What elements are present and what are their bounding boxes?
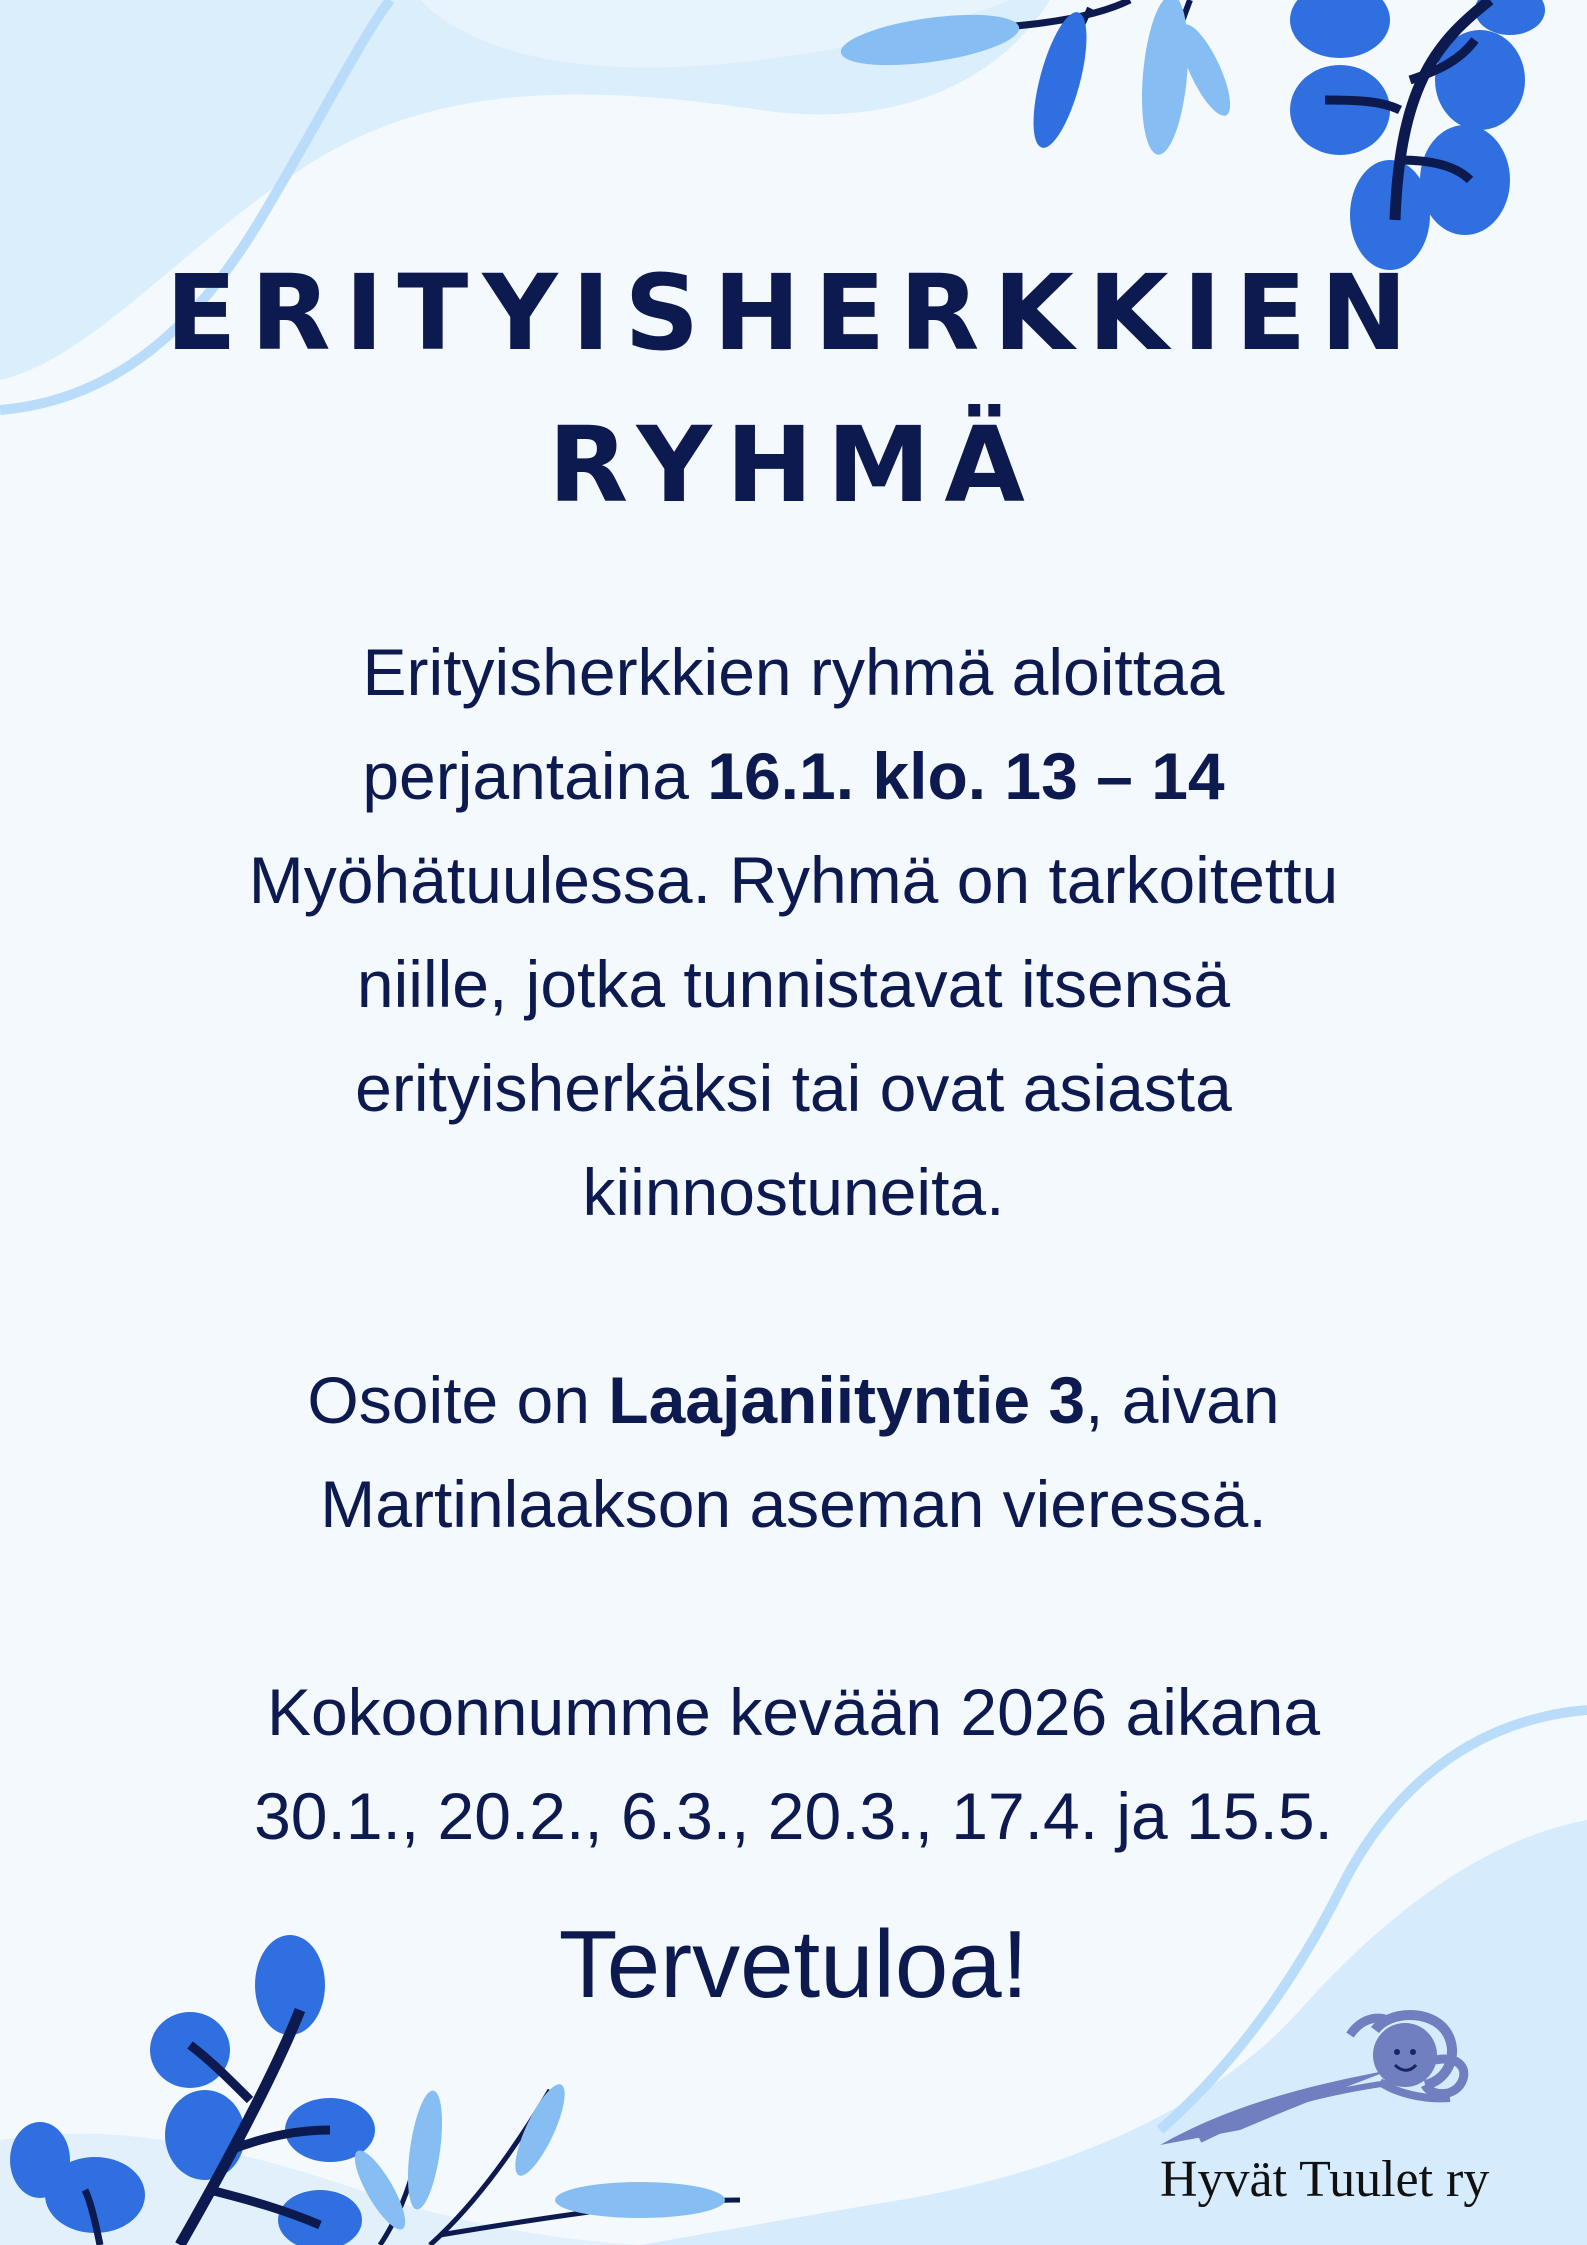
address-prefix: Osoite on	[307, 1363, 609, 1437]
address-line-1	[0, 1348, 1587, 1452]
top-right-leaves	[838, 0, 1545, 270]
intro-line-6: kiinnostuneita.	[582, 1155, 1005, 1229]
schedule-paragraph	[0, 1660, 1587, 1868]
intro-day: perjantaina	[362, 739, 708, 813]
page-title-line-1: ERITYISHERKKIEN	[165, 252, 1422, 374]
schedule-line-1: Kokoonnumme kevään 2026 aikana	[266, 1675, 1321, 1749]
logo-text: Hyvät Tuulet ry	[1160, 2151, 1490, 2208]
intro-line-2	[0, 724, 1587, 828]
intro-line-4: niille, jotka tunnistavat itsensä	[356, 947, 1231, 1021]
intro-line-5: erityisherkäksi tai ovat asiasta	[355, 1051, 1232, 1125]
page-title-line-2: RYHMÄ	[548, 404, 1039, 526]
intro-line-3: Myöhätuulessa. Ryhmä on tarkoitettu	[248, 843, 1339, 917]
wind-swirl-logo-icon	[1160, 2010, 1480, 2150]
intro-line-1: Erityisherkkien ryhmä aloittaa	[362, 635, 1225, 709]
welcome-text: Tervetuloa!	[558, 1911, 1029, 2018]
intro-paragraph	[0, 620, 1587, 1244]
address-line-2: Martinlaakson aseman vieressä.	[320, 1467, 1267, 1541]
address-street: Laajaniityntie 3	[608, 1363, 1086, 1437]
schedule-dates: 30.1., 20.2., 6.3., 20.3., 17.4. ja 15.5.	[254, 1779, 1333, 1853]
address-suffix: , aivan	[1085, 1363, 1280, 1437]
address-paragraph	[0, 1348, 1587, 1556]
intro-date-time: 16.1. klo. 13 – 14	[707, 739, 1225, 813]
